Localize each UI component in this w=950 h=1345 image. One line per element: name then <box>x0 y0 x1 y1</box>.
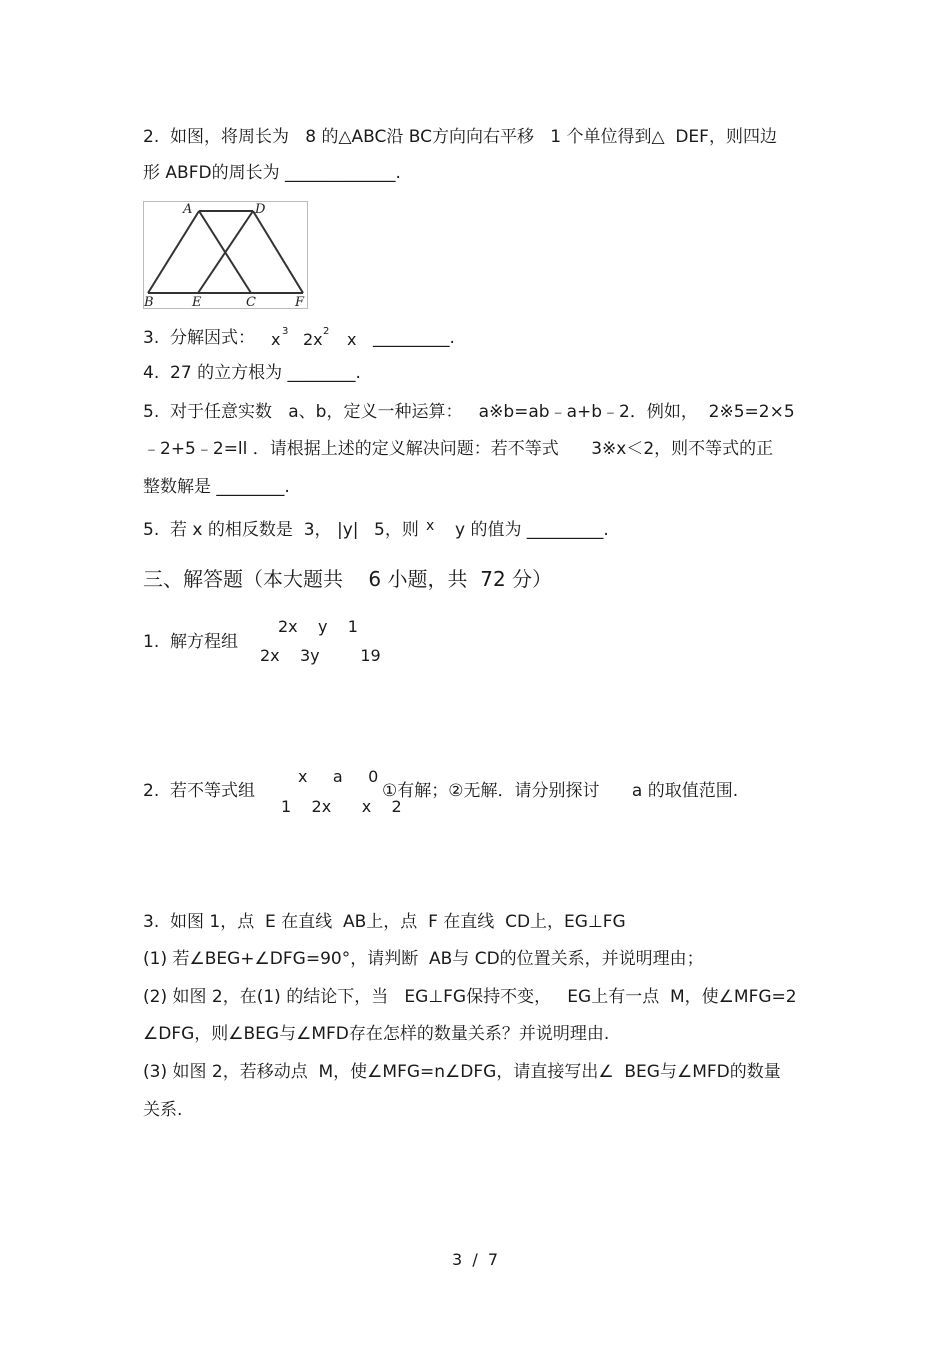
s1-eq1: 2x y 1 <box>278 617 358 636</box>
q5b-abs-y: |y| <box>337 520 359 540</box>
s3-line6: 关系. <box>143 1100 183 1120</box>
triangle-translation-diagram <box>143 201 308 309</box>
q3-exp2: 2 <box>323 326 330 337</box>
q5a-line2: ﹣2+5﹣2=ll ．请根据上述的定义解决问题：若不等式 3※x＜2，则不等式的正 <box>143 439 774 459</box>
label-c: C <box>246 295 256 309</box>
q5b-x: x <box>426 518 435 534</box>
q3-prefix: 3. 分解因式： <box>143 328 256 348</box>
q3-exp1: 3 <box>282 326 289 337</box>
q2-line2: 形 ABFD的周长为 _____________. <box>143 163 401 183</box>
s3-line1: 3. 如图 1，点 E 在直线 AB上，点 F 在直线 CD上，EG⊥FG <box>143 912 626 932</box>
s3-line3: (2) 如图 2，在(1) 的结论下，当 EG⊥FG保持不变， EG上有一点 M，使∠MFG=2 <box>143 987 797 1007</box>
s3-line2: (1) 若∠BEG+∠DFG=90°，请判断 AB与 CD的位置关系，并说明理由； <box>143 949 704 969</box>
s1-eq2: 2x 3y 19 <box>260 646 381 665</box>
section-heading: 三、解答题（本大题共 6 小题，共 72 分） <box>143 567 553 591</box>
q5b-part-b: 5，则 <box>374 520 419 540</box>
label-e: E <box>192 295 202 309</box>
q5a-line1: 5. 对于任意实数 a、b，定义一种运算： a※b=ab﹣a+b﹣2．例如， 2※5=2×5 <box>143 402 795 422</box>
page-number: 3 / 7 <box>452 1250 499 1269</box>
s2-label: 2. 若不等式组 <box>143 781 256 801</box>
q4-text: 4. 27 的立方根为 ________. <box>143 363 361 383</box>
q3-blank: _________. <box>373 328 455 348</box>
label-a: A <box>183 202 193 217</box>
q3-term2: 2x <box>303 330 323 349</box>
translation-figure <box>143 201 308 309</box>
label-d: D <box>255 202 266 217</box>
segment-ab <box>148 211 199 293</box>
q5b-part-a: 5. 若 x 的相反数是 3， <box>143 520 332 540</box>
label-b: B <box>144 295 154 309</box>
s2-eq1: x a 0 <box>298 767 379 786</box>
q5b-part-c: y 的值为 _________. <box>455 520 609 540</box>
s3-line5: (3) 如图 2，若移动点 M，使∠MFG=n∠DFG，请直接写出∠ BEG与∠MFD的数量 <box>143 1062 781 1082</box>
s3-line4: ∠DFG，则∠BEG与∠MFD存在怎样的数量关系？并说明理由. <box>143 1024 610 1044</box>
segment-df <box>253 211 303 293</box>
q3-term1: x <box>271 330 281 349</box>
q2-line1: 2. 如图，将周长为 8 的△ABC沿 BC方向向右平移 1 个单位得到△ DEF，则四边 <box>143 127 777 147</box>
q5a-line3: 整数解是 ________. <box>143 477 290 497</box>
s1-label: 1. 解方程组 <box>143 632 239 652</box>
s2-eq2: 1 2x x 2 <box>281 797 402 816</box>
q3-term3: x <box>347 330 357 349</box>
s2-rest: ①有解；②无解．请分别探讨 a 的取值范围. <box>382 781 739 801</box>
label-f: F <box>295 295 305 309</box>
